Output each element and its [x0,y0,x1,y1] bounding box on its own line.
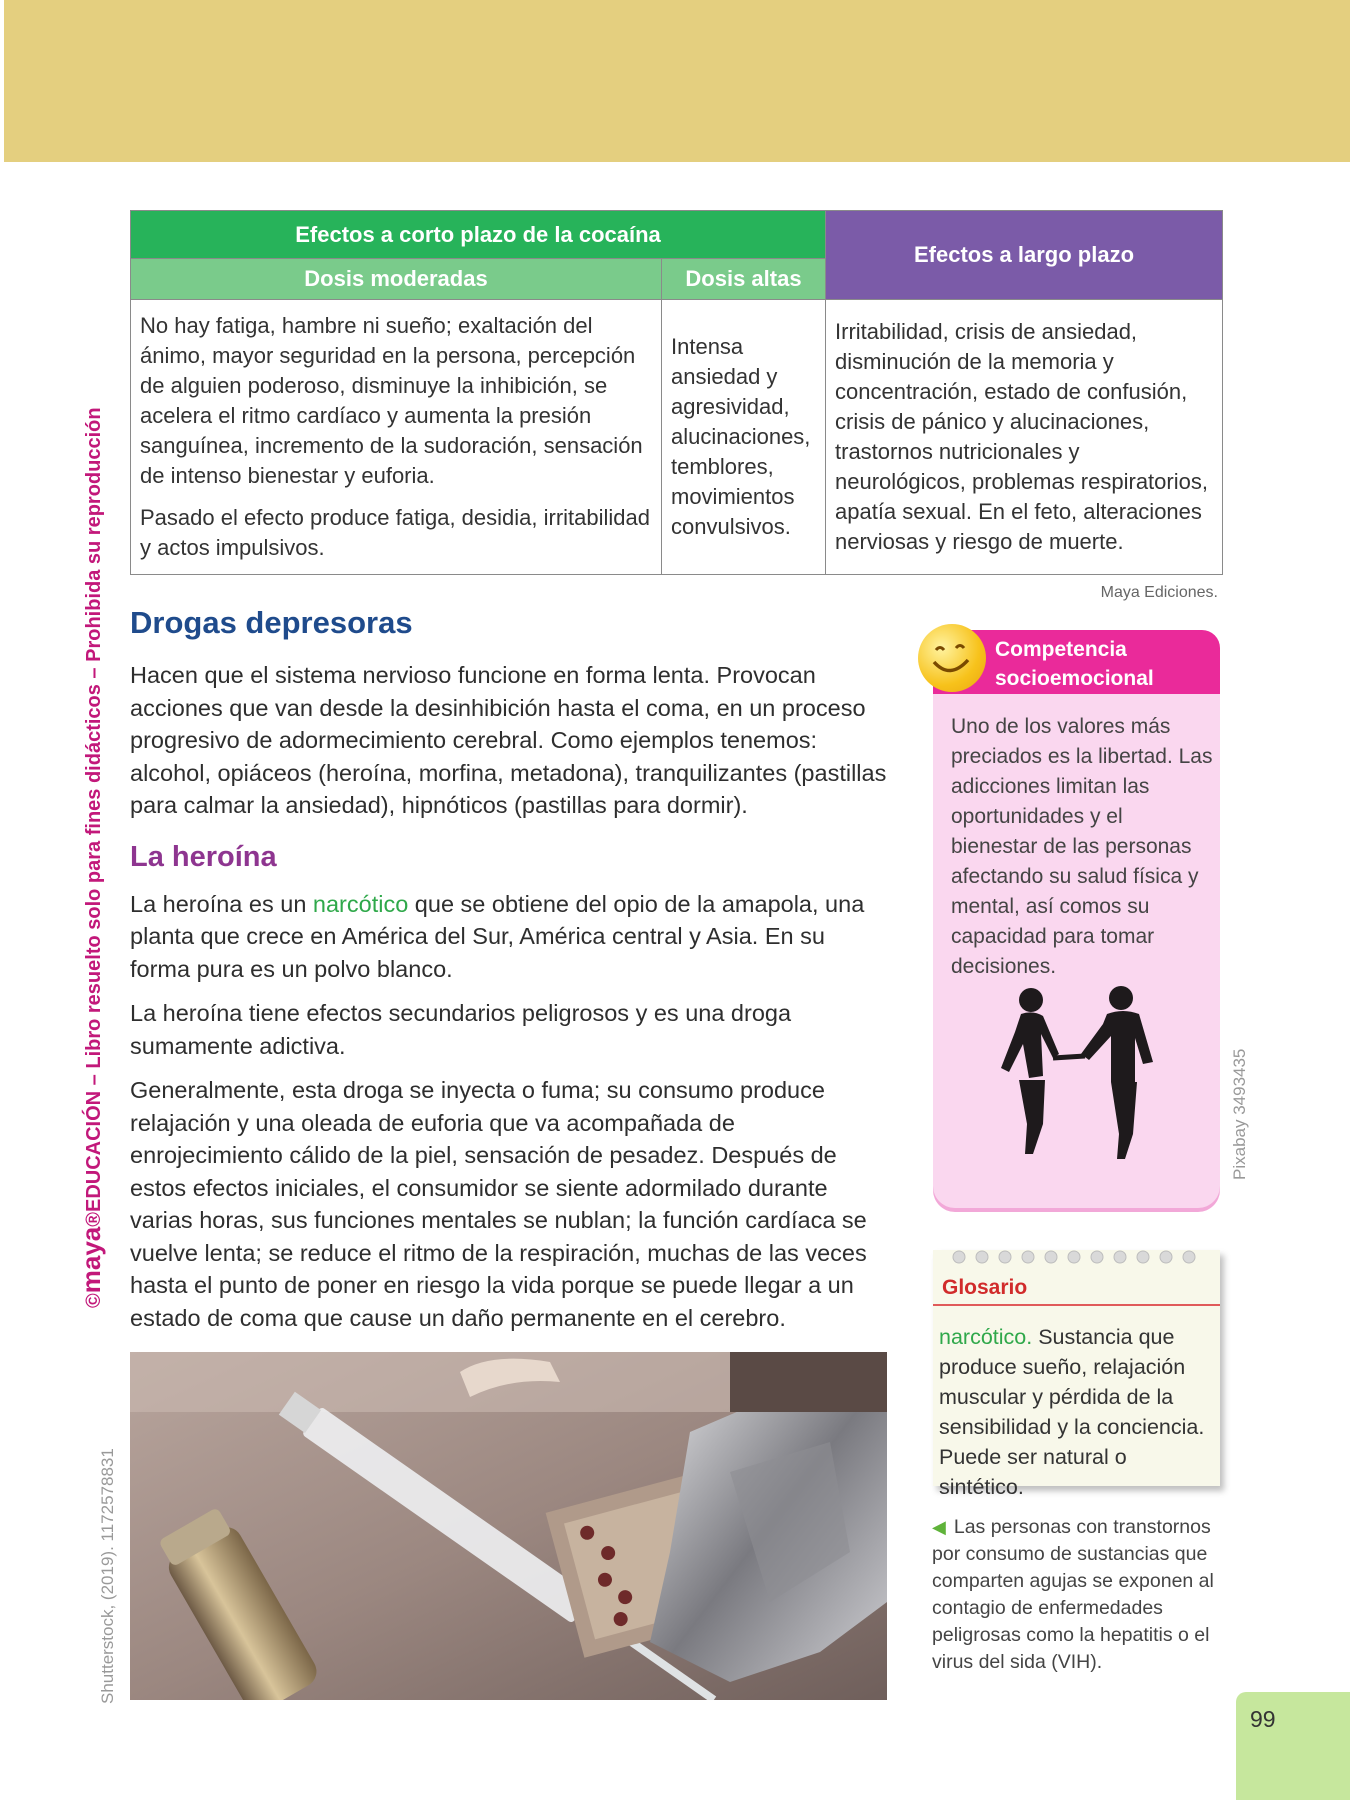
high-dose-cell: Intensa ansiedad y agresividad, alucinaciones, temblores, movimientos convulsivos. [662,300,826,575]
socioemotional-box [933,630,1220,1208]
socio-text: Uno de los valores más preciados es la libertad. Las adicciones limitan las oportunidades y el bienestar de las personas afectando su salud física y mental, así comos su capacidad para tomar decisiones. [951,715,1213,978]
heroin-paragraph-3: Generalmente, esta droga se inyecta o fuma; su consumo produce relajación y una oleada de euforia que va acompañada de enrojecimiento cálido de la piel, sensación de pesadez. Después de estos efectos iniciales, el consumidor se siente adormilado durante varias horas, sus funciones mentales se nublan; la función cardíaca se vuelve lenta; se reduce el ritmo de la respiración, muchas de las veces hasta el punto de poner en riesgo la vida porque se puede llegar a un estado de coma que cause un daño permanente en el cerebro. [130,1077,867,1331]
registered-symbol: ® [83,1212,105,1227]
spiral-binding-icon [951,1248,1211,1266]
glossary-title: Glosario [942,1276,1028,1299]
short-term-header: Efectos a corto plazo de la cocaína [131,211,826,259]
moderate-dose-cell [131,300,662,575]
heroin-p1-before: La heroína es un [130,890,313,917]
copyright-symbol: © [83,1293,105,1308]
glossary-term: narcótico. [939,1325,1033,1349]
couple-bicycle-silhouette [993,984,1173,1169]
page-number-box [1236,1692,1350,1800]
long-term-header: Efectos a largo plazo [826,211,1223,300]
glossary-definition: Sustancia que produce sueño, relajación muscular y pérdida de la sensibilidad y la conciencia. Puede ser natural o sintético. [939,1325,1205,1499]
heroin-title: La heroína [130,840,277,873]
moderate-dose-paragraph-1: No hay fatiga, hambre ni sueño; exaltación del ánimo, mayor seguridad en la persona, percepción de alguien poderoso, disminuye la inhibición, se acelera el ritmo cardíaco y aumenta la presión sanguínea, incremento de la sudoración, sensación de intenso bienestar y euforia. [140,313,643,488]
pixabay-credit: Pixabay 3493435 [1230,1048,1249,1180]
section-title: Drogas depresoras [130,605,413,640]
narcotic-term-link[interactable]: narcótico [312,890,409,917]
shutterstock-credit: Shutterstock, (2019). 1172578831 [98,1448,117,1704]
moderate-dose-paragraph-2: Pasado el efecto produce fatiga, desidia, irritabilidad y actos impulsivos. [140,505,650,560]
cocaine-effects-table [130,210,1223,575]
socio-title [995,635,1154,693]
glossary-note [933,1250,1220,1499]
photo-caption [932,1514,1220,1676]
moderate-dose-header: Dosis moderadas [131,259,662,300]
high-dose-header: Dosis altas [662,259,826,300]
section-paragraph: Hacen que el sistema nervioso funcione en forma lenta. Provocan acciones que van desde la desinhibición hasta el coma, en un proceso progresivo de adormecimiento cerebral. Como ejemplos tenemos: alcohol, opiáceos (heroína, morfina, metadona), tranquilizantes (pastillas para calmar la ansiedad), hipnóticos (pastillas para dormir). [130,662,887,818]
glossary-divider [933,1304,1220,1306]
smiley-icon [918,624,986,692]
heroin-paragraph-1 [130,888,890,986]
main-column [130,596,890,1346]
left-arrow-icon: ◀ [932,1517,946,1537]
socio-title-line1: Competencia [995,638,1127,661]
copyright-watermark [76,407,107,1308]
watermark-text: EDUCACIÓN – Libro resuelto solo para fines didácticos – Prohibida su reproducción [83,407,105,1212]
page-number: 99 [1250,1706,1276,1732]
heroin-paragraph-2: La heroína tiene efectos secundarios peligrosos y es una droga sumamente adictiva. [130,1000,792,1059]
top-header-band [0,0,1350,162]
heroin-p1-after: que se obtiene del opio de la amapola, una planta que crece en América del Sur, América central y Asia. En su forma pura es un polvo blanco. [130,890,865,982]
brand-logo: maya [76,1226,106,1294]
caption-text: Las personas con transtornos por consumo de sustancias que comparten agujas se exponen al contagio de enfermedades peligrosas como la hepatitis o el virus del sida (VIH). [932,1516,1214,1673]
socio-title-line2: socioemocional [995,667,1154,690]
long-term-cell: Irritabilidad, crisis de ansiedad, disminución de la memoria y concentración, estado de confusión, crisis de pánico y alucinaciones, trastornos nutricionales y neurológicos, problemas respiratorios, apatía sexual. En el feto, alteraciones nerviosas y riesgo de muerte. [826,300,1223,575]
table-credit: Maya Ediciones. [1100,584,1218,601]
glossary-text [939,1322,1217,1502]
drug-paraphernalia-photo [130,1352,887,1700]
